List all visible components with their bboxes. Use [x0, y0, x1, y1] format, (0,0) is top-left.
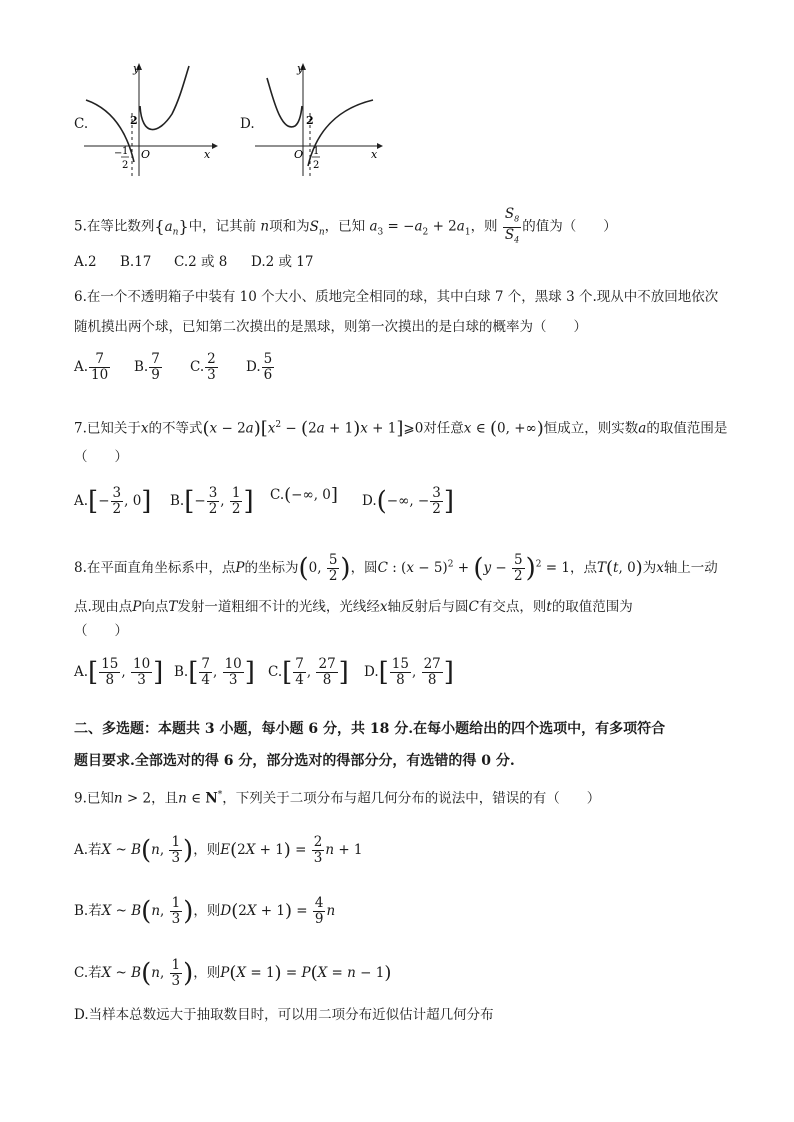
q7-option-d[interactable]: D.(−∞, − $\frac{3}{2}$ ] [362, 485, 454, 517]
q6-line2: 随机摸出两个球，已知第二次摸出的是黑球，则第一次摸出的是白球的概率为（ ） [74, 319, 587, 335]
q6-option-b[interactable]: B. $\frac{7}{9}$ [134, 351, 160, 383]
graph-d-origin: O [294, 148, 304, 161]
q7-option-c[interactable]: C.(−∞, 0] [270, 484, 338, 506]
section2-heading-line2: 题目要求.全部选对的得 6 分，部分选对的得部分分，有选错的得 0 分. [74, 753, 515, 769]
q8-option-d[interactable]: D.[ $\frac{15}{8}$ , $\frac{27}{8}$ ] [364, 656, 454, 688]
svg-text:1: 1 [122, 146, 129, 157]
q8-stem-line1: 8.在平面直角坐标系中，点P的坐标为(0, $\frac{5}{2}$ )，圆C : $(x - 5)^2 + (y$ − $\frac{5}{2}$ )$^2$ = 1，点T(t, 0)为x轴上一动 [74, 552, 718, 584]
q7-option-a[interactable]: A.[− $\frac{3}{2}$ , 0] [74, 485, 152, 517]
graph-c-label: C. [74, 116, 89, 132]
graph-c [84, 58, 220, 178]
q5-stem: 5.在等比数列$\{a_n\}$中，记其前 n项和为$S_n$，已知 $a_3 = -a_2 + 2a_1$，则 $\frac{S_8}{S_4}$ 的值为（ ） [74, 206, 617, 245]
q6-option-c[interactable]: C. $\frac{2}{3}$ [190, 351, 216, 383]
section2-heading-line1: 二、多选题：本题共 3 小题，每小题 6 分，共 18 分.在每小题给出的四个选项中，有多项符合 [74, 721, 666, 737]
graph-d-label: D. [240, 116, 255, 132]
graph-d [255, 58, 385, 178]
q8-option-b[interactable]: B.[ $\frac{7}{4}$ , $\frac{10}{3}$ ] [174, 656, 255, 688]
svg-text:2: 2 [122, 160, 129, 171]
q7-option-b[interactable]: B.[− $\frac{3}{2}$ , $\frac{1}{2}$ ] [170, 485, 254, 517]
q9-option-b[interactable]: B.若X ~ B(n, $\frac{1}{3}$ )，则D(2X + 1) = $\frac{4}{9}$ n [74, 895, 336, 927]
graph-c-x-label: x [204, 148, 211, 161]
q9-option-a[interactable]: A.若X ~ B(n, $\frac{1}{3}$ )，则E(2X + 1) = $\frac{2}{3}$ n + 1 [74, 834, 363, 866]
q9-option-c[interactable]: C.若X ~ B(n, $\frac{1}{3}$ )，则P(X = 1) = P(X = n − 1) [74, 957, 392, 989]
graph-c-x-mark: − [114, 148, 123, 159]
q8-option-a[interactable]: A.[ $\frac{15}{8}$ , $\frac{10}{3}$ ] [74, 656, 164, 688]
q7-stem: 7.已知关于x的不等式$(x - 2a)[x^2 - (2a + 1)x$ + 1]⩾0对任意x ∈ (0, +∞)恒成立，则实数a的取值范围是 [74, 418, 728, 439]
svg-text:2: 2 [313, 160, 320, 171]
q6-option-a[interactable]: A. $\frac{7}{10}$ [74, 351, 109, 383]
graph-d-y-label: y [297, 62, 304, 75]
q8-line3: （ ） [74, 623, 128, 639]
graph-c-origin: O [141, 148, 151, 161]
q5-option-b[interactable]: B.17 [120, 254, 152, 270]
q6-option-d[interactable]: D. $\frac{5}{6}$ [246, 351, 273, 383]
q8-option-c[interactable]: C.[ $\frac{7}{4}$ , $\frac{27}{8}$ ] [268, 656, 349, 688]
q9-option-d[interactable]: D.当样本总数远大于抽取数目时，可以用二项分布近似估计超几何分布 [74, 1007, 494, 1023]
q7-line2: （ ） [74, 449, 128, 465]
graph-c-y-mark: 2 [130, 114, 138, 127]
q9-stem: 9.已知n > 2，且n ∈ N*，下列关于二项分布与超几何分布的说法中，错误的有（ ） [74, 790, 601, 807]
q5-option-a[interactable]: A.2 [74, 254, 97, 270]
graph-d-x-mark: 1 [313, 146, 320, 157]
graph-c-y-label: y [133, 62, 140, 75]
q5-option-c[interactable]: C.2 或 8 [174, 254, 228, 270]
q6-line1: 6.在一个不透明箱子中装有 10 个大小、质地完全相同的球，其中白球 7 个，黑球 3 个.现从中不放回地依次 [74, 289, 719, 305]
graph-d-y-mark: 2 [306, 114, 314, 127]
graph-d-x-label: x [371, 148, 378, 161]
q8-stem-line2: 点.现由点P向点T发射一道粗细不计的光线，光线经x轴反射后与圆C有交点，则t的取值范围为 [74, 599, 633, 615]
q5-option-d[interactable]: D.2 或 17 [251, 254, 314, 270]
